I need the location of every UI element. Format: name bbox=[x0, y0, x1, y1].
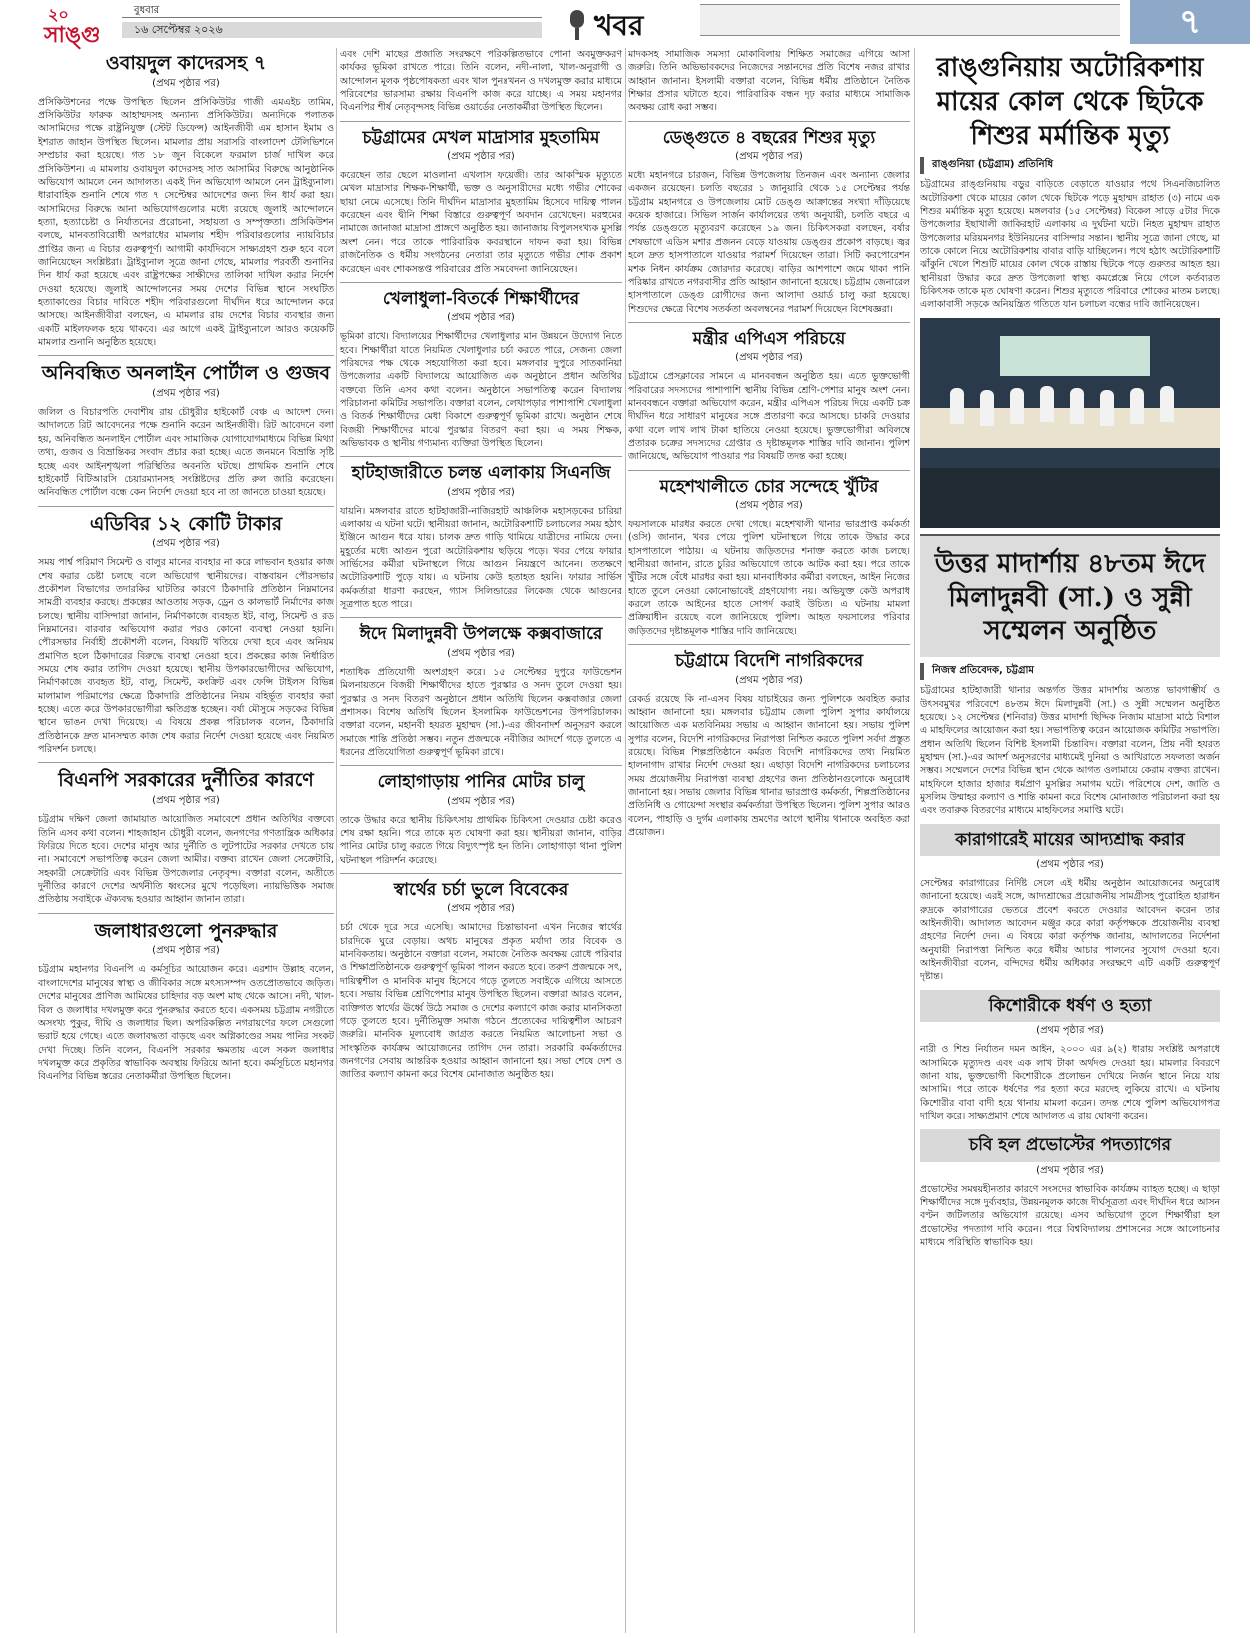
article bbox=[340, 282, 622, 450]
article-body: মধ্যে মহানগরে চারজন, বিভিন্ন উপজেলায় তিনজন এবং অন্যান্য জেলার একজন রয়েছেন। চলতি বছরের ১ জানুয়ারি থেকে ১৫ সেপ্টেম্বর পর্যন্ত চট্টগ্রাম মহানগরে ও উপজেলায় মোট ডেঙ্গু আক্রান্তের সংখ্যা দাঁড়িয়েছে কয়েক হাজারে। সিভিল সার্জন কার্যালয়ের তথ্য অনুযায়ী, চলতি বছরে এ পর্যন্ত ডেঙ্গুতে মৃত্যুবরণ করেছেন ১৯ জন। চিকিৎসকরা বলছেন, বর্ষার শেষভাগে এডিস মশার প্রজনন বেড়ে যাওয়ায় ডেঙ্গুর প্রকোপ বাড়ছে। জ্বর হলে দ্রুত হাসপাতালে যাওয়ার পরামর্শ দিয়েছেন তারা। সিটি করপোরেশন মশক নিধন কার্যক্রম জোরদার করেছে। বাড়ির আশপাশে জমে থাকা পানি পরিষ্কার রাখতে নগরবাসীর প্রতি আহ্বান জানানো হয়েছে। চট্টগ্রাম জেনারেল হাসপাতালে ডেঙ্গু রোগীদের জন্য আলাদা ওয়ার্ড চালু করা হয়েছে। শিশুদের ক্ষেত্রে বিশেষ সতর্কতা অবলম্বনের পরামর্শ দিয়েছেন বিশেষজ্ঞরা। bbox=[628, 170, 910, 315]
article-headline: চবি হল প্রভোস্টের পদত্যাগের bbox=[920, 1129, 1220, 1161]
column-divider bbox=[625, 48, 626, 1633]
guest-figure bbox=[1040, 386, 1054, 422]
article-headline: মন্ত্রীর এপিএস পরিচয়ে bbox=[692, 328, 846, 349]
article bbox=[340, 456, 622, 611]
article-body: চট্টগ্রাম দক্ষিণ জেলা জামায়াত আয়োজিত সমাবেশে প্রধান অতিথির বক্তব্যে তিনি এসব কথা বলেন। শাহজাহান চৌধুরী বলেন, জনগণের গণতান্ত্রিক অধিকার ফিরিয়ে দিতে হবে। দেশের মানুষ আর দুর্নীতি ও লুটপাটের সরকার দেখতে চায় না। সমাবেশে সভাপতিত্ব করেন জেলা আমীর। বক্তব্য রাখেন জেলা সেক্রেটারি, সহকারী সেক্রেটারি এবং বিভিন্ন উপজেলার নেতৃবৃন্দ। বক্তারা বলেন, অতীতে দুর্নীতির কারণে দেশের অর্থনীতি ধ্বংসের মুখে পড়েছিল। ন্যায়ভিত্তিক সমাজ প্রতিষ্ঠায় সবাইকে ঐক্যবদ্ধ হওয়ার আহ্বান জানান তারা। bbox=[38, 814, 334, 906]
feature-body-block bbox=[920, 663, 1220, 817]
article-body: রেকর্ড রয়েছে কি না-এসব বিষয় যাচাইয়ের জন্য পুলিশকে অবহিত করার আহ্বান জানানো হয়। মঙ্গলবার চট্টগ্রাম জেলা পুলিশ সুপার কার্যালয়ে আয়োজিত এক মতবিনিময় সভায় এ আহ্বান জানানো হয়। সভায় পুলিশ সুপার বলেন, বিদেশি নাগরিকদের নিরাপত্তা নিশ্চিত করতে পুলিশ সর্বদা প্রস্তুত রয়েছে। বিভিন্ন শিল্পপ্রতিষ্ঠানে কর্মরত বিদেশি নাগরিকদের তথ্য নিয়মিত হালনাগাদ রাখার নির্দেশ দেওয়া হয়। এছাড়া বিদেশি নাগরিকদের চলাচলের সময় প্রয়োজনীয় নিরাপত্তা ব্যবস্থা গ্রহণের জন্য প্রতিষ্ঠানগুলোকে অনুরোধ জানানো হয়। সভায় জেলার বিভিন্ন থানার ভারপ্রাপ্ত কর্মকর্তা, শিল্পপ্রতিষ্ঠানের প্রতিনিধি ও গোয়েন্দা সংস্থার কর্মকর্তারা উপস্থিত ছিলেন। পুলিশ সুপার আরও বলেন, পাহাড়ি ও দুর্গম এলাকায় ভ্রমণের আগে স্থানীয় থানাকে অবহিত করা প্রয়োজন। bbox=[628, 693, 910, 838]
audience-area bbox=[920, 468, 1220, 528]
continued-label: (প্রথম পৃষ্ঠার পর) bbox=[735, 500, 803, 512]
continued-label: (প্রথম পৃষ্ঠার পর) bbox=[447, 151, 515, 163]
article-headline: চট্টগ্রামে বিদেশি নাগরিকদের bbox=[674, 651, 864, 672]
section-header bbox=[560, 2, 680, 42]
feature-headline: উত্তর মাদার্শায় ৪৮তম ঈদে মিলাদুন্নবী (সা.) ও সুন্নী সম্মেলন অনুষ্ঠিত bbox=[934, 548, 1206, 647]
article-body: জলিল ও বিচারপতি দেবাশীষ রায় চৌধুরীর হাইকোর্ট বেঞ্চ এ আদেশ দেন। আদালতে রিট আবেদনের পক্ষে শুনানি করেন আইনজীবী। রিট আবেদনে বলা হয়, অনিবন্ধিত অনলাইন পোর্টাল এবং সামাজিক যোগাযোগমাধ্যমে বিভিন্ন মিথ্যা তথ্য, গুজব ও বিভ্রান্তিকর সংবাদ প্রচার করা হচ্ছে। এতে জনমনে বিভ্রান্তি সৃষ্টি হচ্ছে এবং আইনশৃঙ্খলা পরিস্থিতির অবনতি ঘটছে। প্রাথমিক শুনানি শেষে হাইকোর্ট বিটিআরসি চেয়ারম্যানসহ সংশ্লিষ্টদের প্রতি রুল জারি করেছেন। অনিবন্ধিত পোর্টাল বন্ধে কেন নির্দেশ দেওয়া হবে না তা জানতে চাওয়া হয়েছে। bbox=[38, 407, 334, 499]
article bbox=[38, 506, 334, 757]
column-divider bbox=[914, 48, 915, 1633]
continued-label: (প্রথম পৃষ্ঠার পর) bbox=[447, 795, 515, 807]
weekday: বুধবার bbox=[122, 4, 542, 18]
article bbox=[38, 52, 334, 349]
article-body: শতাধিক প্রতিযোগী অংশগ্রহণ করে। ১৫ সেপ্টেম্বর দুপুরে ফাউন্ডেশন মিলনায়তনে বিজয়ী শিক্ষার্থীদের হাতে পুরস্কার ও সনদ তুলে দেওয়া হয়। পুরস্কার ও সনদ বিতরণ অনুষ্ঠানে প্রধান অতিথি ছিলেন কক্সবাজার জেলা প্রশাসক। বিশেষ অতিথি ছিলেন ইসলামিক ফাউন্ডেশনের উপপরিচালক। বক্তারা বলেন, মহানবী হযরত মুহাম্মদ (সা.)-এর জীবনাদর্শ অনুসরণ করলে সমাজে শান্তি প্রতিষ্ঠা সম্ভব। নতুন প্রজন্মকে নবীজির আদর্শে গড়ে তুলতে এ ধরনের প্রতিযোগিতা গুরুত্বপূর্ণ ভূমিকা রাখে। bbox=[340, 666, 622, 758]
article-body: চর্চা থেকে দূরে সরে এসেছি। আমাদের চিন্তাভাবনা এখন নিজের স্বার্থের চারদিকে ঘুরে বেড়ায়। অথচ মানুষের প্রকৃত মর্যাদা তার বিবেক ও মানবিকতায়। অনুষ্ঠানে বক্তারা বলেন, সমাজে নৈতিক অবক্ষয় রোধে পরিবার ও শিক্ষাপ্রতিষ্ঠানকে গুরুত্বপূর্ণ ভূমিকা পালন করতে হবে। তরুণ প্রজন্মকে সৎ, দায়িত্বশীল ও মানবিক মানুষ হিসেবে গড়ে তুলতে সবাইকে এগিয়ে আসতে হবে। সভায় বিভিন্ন শ্রেণিপেশার মানুষ উপস্থিত ছিলেন। বক্তারা আরও বলেন, ব্যক্তিগত স্বার্থের ঊর্ধ্বে উঠে সমাজ ও দেশের কল্যাণে কাজ করার মানসিকতা গড়ে তুলতে হবে। দুর্নীতিমুক্ত সমাজ গঠনে প্রত্যেকের দায়িত্বশীল আচরণ জরুরি। মানবিক মূল্যবোধ জাগ্রত করতে নিয়মিত আলোচনা সভা ও সাংস্কৃতিক কার্যক্রম আয়োজনের তাগিদ দেন তারা। সরকারি কর্মকর্তাদের জনগণের সেবায় আন্তরিক হওয়ার আহ্বান জানানো হয়। সভা শেষে দেশ ও জাতির কল্যাণ কামনা করে বিশেষ মোনাজাত অনুষ্ঠিত হয়। bbox=[340, 922, 622, 1081]
date-bar bbox=[122, 4, 542, 36]
article-byline: নিজস্ব প্রতিবেদক, চট্টগ্রাম bbox=[920, 663, 1220, 680]
article-body: প্রভোস্টের সমন্বয়হীনতার কারণে সংসদের স্বাভাবিক কার্যক্রম ব্যাহত হচ্ছে। এ ছাড়া শিক্ষার্থীদের সঙ্গে দুর্ব্যবহার, উন্নয়নমূলক কাজে দীর্ঘসূত্রতা এবং দীর্ঘদিন ধরে আসন বণ্টন জটিলতার অভিযোগ রয়েছে। এসব অভিযোগ তুলে শিক্ষার্থীরা হল প্রভোস্টের পদত্যাগ দাবি করেন। পরে বিশ্ববিদ্যালয় প্রশাসনের সঙ্গে আলোচনার মাধ্যমে পরিস্থিতি স্বাভাবিক হয়। bbox=[920, 1183, 1220, 1249]
guest-figure bbox=[1130, 388, 1144, 424]
article-headline: ডেঙ্গুতে ৪ বছরের শিশুর মৃত্যু bbox=[662, 127, 876, 148]
article-headline: কারাগারেই মায়ের আদ্যশ্রাদ্ধ করার bbox=[920, 824, 1220, 856]
article-headline: বিএনপি সরকারের দুর্নীতির কারণে bbox=[58, 769, 314, 792]
article-headline: অনিবন্ধিত অনলাইন পোর্টাল ও গুজব bbox=[41, 362, 331, 385]
continued-label: (প্রথম পৃষ্ঠার পর) bbox=[1036, 859, 1104, 871]
column-2 bbox=[340, 48, 622, 1633]
column-3 bbox=[628, 48, 910, 1633]
article bbox=[340, 121, 622, 276]
article bbox=[38, 355, 334, 499]
continued-label: (প্রথম পৃষ্ঠার পর) bbox=[735, 352, 803, 364]
section-title: খবর bbox=[594, 9, 644, 42]
article-body: সেপ্টেম্বর কারাগারের নির্দিষ্ট সেলে এই ধর্মীয় অনুষ্ঠান আয়োজনের অনুরোধ জানানো হয়েছে। এরই সঙ্গে, আদ্যশ্রাদ্ধের প্রয়োজনীয় সামগ্রীসহ পুরোহিত হারাধন রুদ্রকে কারাগারের ভেতরে প্রবেশ করতে দেওয়ার আবেদন করেন তার আইনজীবী। আদালত আবেদন মঞ্জুর করে কারা কর্তৃপক্ষকে প্রয়োজনীয় ব্যবস্থা গ্রহণের নির্দেশ দেন। এ বিষয়ে কারা কর্তৃপক্ষ জানায়, আদালতের নির্দেশনা অনুযায়ী নিরাপত্তা নিশ্চিত করে ধর্মীয় আচার পালনের সুযোগ দেওয়া হবে। আইনজীবীরা বলেন, বন্দিদের ধর্মীয় অধিকার সংরক্ষণে এটি একটি গুরুত্বপূর্ণ দৃষ্টান্ত। bbox=[920, 878, 1220, 983]
article-body: করেছেন তার ছেলে মাওলানা এখলাস ফয়েজী। তার আকস্মিক মৃত্যুতে মেখল মাদ্রাসার শিক্ষক-শিক্ষার্থী, ভক্ত ও অনুসারীদের মধ্যে গভীর শোকের ছায়া নেমে এসেছে। তিনি দীর্ঘদিন মাদ্রাসার মুহতামিম হিসেবে দায়িত্ব পালন করেছেন এবং দ্বীনি শিক্ষা বিস্তারে গুরুত্বপূর্ণ অবদান রেখেছেন। মরহুমের নামাজে জানাজা মাদ্রাসা প্রাঙ্গণে অনুষ্ঠিত হয়। জানাজায় বিপুলসংখ্যক মুসল্লি অংশ নেন। পরে তাকে পারিবারিক কবরস্থানে দাফন করা হয়। বিভিন্ন রাজনৈতিক ও ধর্মীয় সংগঠনের নেতারা তার মৃত্যুতে গভীর শোক প্রকাশ করেছেন এবং শোকসন্তপ্ত পরিবারের প্রতি সমবেদনা জানিয়েছেন। bbox=[340, 170, 622, 275]
continued-label: (প্রথম পৃষ্ঠার পর) bbox=[1036, 1025, 1104, 1037]
article-body: চট্টগ্রামের হাটহাজারী থানার অন্তর্গত উত্তর মাদার্শায় অত্যন্ত ভাবগাম্ভীর্য ও উৎসবমুখর পরিবেশে ৪৮তম ঈদে মিলাদুন্নবী (সা.) ও সুন্নী সম্মেলন অনুষ্ঠিত হয়েছে। ১২ সেপ্টেম্বর (শনিবার) উত্তর মাদার্শা ছিদ্দিক নিজাম মাদ্রাসা মাঠে বিশাল এ মাহফিলের আয়োজন করা হয়। সভাপতিত্ব করেন আয়োজক কমিটির সভাপতি। প্রধান অতিথি ছিলেন বিশিষ্ট ইসলামী চিন্তাবিদ। বক্তারা বলেন, প্রিয় নবী হযরত মুহাম্মদ (সা.)-এর আদর্শ অনুসরণের মাধ্যমেই দুনিয়া ও আখিরাতে সফলতা অর্জন সম্ভব। সম্মেলনে দেশের বিভিন্ন স্থান থেকে আগত ওলামায়ে কেরাম বক্তব্য রাখেন। মাহফিলে হাজার হাজার ধর্মপ্রাণ মুসল্লির সমাগম ঘটে। পরিশেষে দেশ, জাতি ও মুসলিম উম্মাহর কল্যাণ ও শান্তি কামনা করে বিশেষ মোনাজাত পরিচালনা করা হয় এবং তবারুক বিতরণের মাধ্যমে মাহফিলের সমাপ্তি ঘটে। bbox=[920, 685, 1220, 817]
continued-label: (প্রথম পৃষ্ঠার পর) bbox=[447, 647, 515, 659]
article-headline: ঈদে মিলাদুন্নবী উপলক্ষে কক্সবাজারে bbox=[359, 624, 603, 645]
continued-label: (প্রথম পৃষ্ঠার পর) bbox=[152, 538, 220, 550]
article-body: যায়নি। মঙ্গলবার রাতে হাটহাজারী-নাজিরহাট আঞ্চলিক মহাসড়কের চারিয়া এলাকায় এ ঘটনা ঘটে। স্থানীয়রা জানান, অটোরিকশাটি চলাচলের সময় হঠাৎ ইঞ্জিনে আগুন ধরে যায়। চালক দ্রুত গাড়ি থামিয়ে যাত্রীদের নামিয়ে দেন। মুহূর্তের মধ্যে আগুন পুরো অটোরিকশায় ছড়িয়ে পড়ে। খবর পেয়ে ফায়ার সার্ভিসের কর্মীরা ঘটনাস্থলে গিয়ে আগুন নিয়ন্ত্রণে আনেন। ততক্ষণে অটোরিকশাটি পুড়ে যায়। এ ঘটনায় কেউ হতাহত হয়নি। ফায়ার সার্ভিস কর্মকর্তারা ধারণা করছেন, গ্যাস সিলিন্ডারের লিকেজ থেকে আগুনের সূত্রপাত হতে পারে। bbox=[340, 505, 622, 611]
page-number: ৭ bbox=[1130, 0, 1250, 44]
guest-figure bbox=[1160, 386, 1174, 422]
article-headline: খেলাধুলা-বিতর্কে শিক্ষার্থীদের bbox=[382, 288, 580, 309]
article-body: এবং দেশি মাছের প্রজাতি সংরক্ষণে পরিকল্পিতভাবে পোনা অবমুক্তকরণ কার্যকর ভূমিকা রাখতে পারে। তিনি বলেন, নদী-নালা, খাল-অনুরাগী ও আন্দোলন মূলক পৃষ্ঠপোষকতা এবং খাল পুনঃখনন ও দখলমুক্ত করার মাধ্যমে পরিবেশের ভারসাম্য রক্ষায় বিএনপি কাজ করে যাচ্ছে। এ সময় মহানগর বিএনপির শীর্ষ নেতৃবৃন্দসহ বিভিন্ন ওয়ার্ডের নেতাকর্মীরা উপস্থিত ছিলেন। bbox=[340, 49, 622, 114]
anniversary-number: ২০ bbox=[48, 5, 69, 24]
column-1 bbox=[38, 48, 334, 1633]
continued-label: (প্রথম পৃষ্ঠার পর) bbox=[735, 151, 803, 163]
feature-article bbox=[920, 534, 1220, 657]
article bbox=[920, 824, 1220, 984]
microphone-icon bbox=[566, 10, 588, 40]
article-byline: রাঙ্গুনিয়া (চট্টগ্রাম) প্রতিনিধি bbox=[920, 157, 1220, 174]
article-body: মাদকসহ সামাজিক সমস্যা মোকাবিলায় শিক্ষিত সমাজের এগিয়ে আসা জরুরি। তিনি অভিভাবকদের নিজেদের সন্তানদের প্রতি বিশেষ নজর রাখার আহ্বান জানান। ইসলামী বক্তারা বলেন, বিভিন্ন ধর্মীয় প্রতিষ্ঠানে নৈতিক শিক্ষার প্রসার ঘটাতে হবে। পারিবারিক বন্ধন দৃঢ় করার মাধ্যমে সামাজিক অবক্ষয় রোধ করা সম্ভব। bbox=[628, 49, 910, 114]
article bbox=[340, 617, 622, 759]
article bbox=[38, 762, 334, 906]
article-body: সময় পার্শ্ব পরিমাণ সিমেন্ট ও বালুর মানের ব্যবহার না করে লাভবান হওয়ার কাজ শেষ করার চেষ্টা চলছে বলে অভিযোগ স্থানীয়দের। বাস্তবায়ন পৌরসভার প্রকৌশল বিভাগের তদারকির ঘাটতির কারণে ঠিকাদারি প্রতিষ্ঠান নিম্নমানের সামগ্রী ব্যবহার করছে। প্রকল্পের আওতায় সড়ক, ড্রেন ও কালভার্ট নির্মাণের কাজ চলছে। স্থানীয় বাসিন্দারা জানান, নির্মাণকাজে ব্যবহৃত ইট, বালু, সিমেন্ট ও রড নিম্নমানের। বারবার অভিযোগ করার পরও কোনো ব্যবস্থা নেওয়া হয়নি। পৌরসভার নির্বাহী প্রকৌশলী বলেন, বিষয়টি খতিয়ে দেখা হবে এবং অনিয়ম প্রমাণিত হলে ঠিকাদারের বিরুদ্ধে ব্যবস্থা নেওয়া হবে। প্রকল্পের কাজ নির্ধারিত সময়ে শেষ করার তাগিদ দেওয়া হয়েছে। স্থানীয় উপকারভোগীদের অভিযোগ, নির্মাণকাজে ব্যবহৃত ইট, বালু, সিমেন্ট, কংক্রিট এবং ফেন্সি টাইলস বিভিন্ন মালামাল পরিমাপের ক্ষেত্রে ঠিকাদারি প্রতিষ্ঠানের নিয়ম বহির্ভূত ব্যবহার করা হচ্ছে। এতে করে উপকারভোগীরা ক্ষতিগ্রস্ত হচ্ছেন। বর্ষা মৌসুমে সড়কের বিভিন্ন স্থানে ভাঙন দেখা দিয়েছে। এ বিষয়ে প্রকল্প পরিচালক বলেন, ঠিকাদারি প্রতিষ্ঠানকে দ্রুত মানসম্মত কাজ শেষ করার নির্দেশ দেওয়া হয়েছে এবং নিয়মিত পরিদর্শন চলছে। bbox=[38, 557, 334, 756]
article bbox=[920, 990, 1220, 1123]
article-headline: এডিবির ১২ কোটি টাকার bbox=[89, 512, 283, 535]
article-headline: স্বার্থের চর্চা ভুলে বিবেকের bbox=[393, 880, 569, 901]
article-body: তাকে উদ্ধার করে স্থানীয় চিকিৎসায় প্রাথমিক চিকিৎসা দেওয়ার চেষ্টা করেও শেষ রক্ষা হয়নি। পরে তাকে মৃত ঘোষণা করা হয়। স্থানীয়রা জানান, বাড়ির পানির মোটর চালু করতে গিয়ে বিদ্যুৎস্পৃষ্ট হন তিনি। লোহাগাড়া থানা পুলিশ ঘটনাস্থল পরিদর্শন করেছে। bbox=[340, 814, 622, 866]
article-headline: মহেশখালীতে চোর সন্দেহে খুঁটির bbox=[659, 476, 879, 497]
article-body: চট্টগ্রামে প্রেসক্লাবের সামনে এ মানববন্ধন অনুষ্ঠিত হয়। এতে ভুক্তভোগী পরিবারের সদস্যদের পাশাপাশি স্থানীয় বিভিন্ন শ্রেণি-পেশার মানুষ অংশ নেন। মানববন্ধনে বক্তারা অভিযোগ করেন, মন্ত্রীর এপিএস পরিচয় দিয়ে একটি চক্র দীর্ঘদিন ধরে সাধারণ মানুষের সঙ্গে প্রতারণা করে আসছে। চাকরি দেওয়ার কথা বলে লাখ লাখ টাকা হাতিয়ে নেওয়া হয়েছে। ভুক্তভোগীরা অবিলম্বে প্রতারক চক্রের সদস্যদের গ্রেপ্তার ও দৃষ্টান্তমূলক শাস্তির দাবি জানান। পুলিশ জানিয়েছে, অভিযোগ পাওয়ার পর বিষয়টি তদন্ত করা হচ্ছে। bbox=[628, 371, 910, 463]
lead-headline: রাঙ্গুনিয়ায় অটোরিকশায় মায়ের কোল থেকে ছিটকে শিশুর মর্মান্তিক মৃত্যু bbox=[936, 53, 1204, 151]
article-body: ফয়সালকে মারধর করতে দেখা গেছে। মহেশখালী থানার ভারপ্রাপ্ত কর্মকর্তা (ওসি) জানান, খবর পেয়ে পুলিশ ঘটনাস্থলে গিয়ে তাকে উদ্ধার করে হাসপাতালে পাঠায়। এ ঘটনায় জড়িতদের শনাক্ত করতে কাজ চলছে। স্থানীয়রা জানান, রাতে চুরির অভিযোগে তাকে আটক করা হয়। পরে তাকে খুঁটির সঙ্গে বেঁধে মারধর করা হয়। মানবাধিকার কর্মীরা বলছেন, আইন নিজের হাতে তুলে নেওয়া কোনোভাবেই গ্রহণযোগ্য নয়। অভিযুক্ত কেউ অপরাধ করলে তাকে আইনের হাতে সোপর্দ করাই উচিত। এ ঘটনায় মামলা প্রক্রিয়াধীন রয়েছে বলে জানিয়েছে পুলিশ। আহত ফয়সালের পরিবার জড়িতদের দৃষ্টান্তমূলক শাস্তির দাবি জানিয়েছে। bbox=[628, 519, 910, 637]
article-headline: জলাধারগুলো পুনরুদ্ধার bbox=[94, 919, 278, 942]
article bbox=[340, 765, 622, 867]
continued-label: (প্রথম পৃষ্ঠার পর) bbox=[447, 486, 515, 498]
article bbox=[340, 873, 622, 1082]
publish-date: ১৬ সেপ্টেম্বর ২০২৬ bbox=[122, 22, 542, 38]
article bbox=[628, 322, 910, 464]
guest-figure bbox=[1070, 388, 1084, 424]
article-headline: চট্টগ্রামের মেখল মাদ্রাসার মুহতামিম bbox=[362, 127, 600, 148]
continued-label: (প্রথম পৃষ্ঠার পর) bbox=[447, 312, 515, 324]
article bbox=[628, 470, 910, 638]
article-headline: হাটহাজারীতে চলন্ত এলাকায় সিএনজি bbox=[351, 463, 611, 484]
continued-label: (প্রথম পৃষ্ঠার পর) bbox=[1036, 1164, 1104, 1176]
masthead bbox=[0, 0, 1260, 48]
continued-label: (প্রথম পৃষ্ঠার পর) bbox=[152, 77, 220, 89]
event-photo bbox=[920, 318, 1220, 528]
guest-figure bbox=[1100, 390, 1114, 426]
guest-figure bbox=[950, 388, 964, 424]
newspaper-name: সাঙ্গু bbox=[44, 22, 101, 48]
guest-figure bbox=[980, 390, 994, 426]
newspaper-logo bbox=[40, 2, 112, 48]
article-headline: কিশোরীকে ধর্ষণ ও হত্যা bbox=[920, 990, 1220, 1022]
header-rule bbox=[700, 4, 1120, 36]
lead-article bbox=[920, 52, 1220, 312]
stage-banner bbox=[1000, 336, 1150, 376]
continued-label: (প্রথম পৃষ্ঠার পর) bbox=[152, 795, 220, 807]
continued-label: (প্রথম পৃষ্ঠার পর) bbox=[152, 945, 220, 957]
guest-figure bbox=[1010, 388, 1024, 424]
article-body: প্রসিকিউশনের পক্ষে উপস্থিত ছিলেন প্রসিকিউটর গাজী এমএইচ তামিম, প্রসিকিউটর ফারুক আহাম্মদসহ অন্যান্য প্রসিকিউটর। অন্যদিকে পলাতক আসামিদের পক্ষে রাষ্ট্রনিযুক্ত (স্টেট ডিফেন্স) আইনজীবী এম হাসান ইমাম ও ইশরাত জাহান উপস্থিত ছিলেন। মামলার প্রায় সরাসরি বাংলাদেশ টেলিভিশনে সম্প্রচার করা হয়েছে। গত ১৮ জুন বিকেলে ফরমাল চার্জ দাখিল করে প্রসিকিউশন। এ মামলায় ওবায়দুল কাদেরসহ সাত আসামির বিরুদ্ধে আনুষ্ঠানিক অভিযোগ আমলে নেন আদালত। একই দিন অভিযোগ আমলে নেন ট্রাইব্যুনাল। ধারাবাহিক শুনানি শেষে গত ৭ সেপ্টেম্বর আদেশের জন্য দিন ধার্য করা হয়। আসামিদের বিরুদ্ধে আনা অভিযোগগুলোর মধ্যে রয়েছে জুলাই আন্দোলনে হত্যা, হত্যাচেষ্টা ও নির্যাতনের প্ররোচনা, সহায়তা ও সম্পৃক্ততা। প্রসিকিউশন বলছে, মানবতাবিরোধী অপরাধের মামলায় শহীদ পরিবারগুলোর ন্যায়বিচার প্রাপ্তির জন্য এ বিচার গুরুত্বপূর্ণ। আগামী কার্যদিবসে সাক্ষ্যগ্রহণ শুরু হবে বলে জানিয়েছেন সংশ্লিষ্টরা। ট্রাইব্যুনাল সূত্রে জানা গেছে, মামলার পরবর্তী শুনানির দিন ধার্য করা হয়েছে এবং রাষ্ট্রপক্ষের সাক্ষীদের তালিকা দাখিল করার নির্দেশ দেওয়া হয়েছে। জুলাই আন্দোলনের সময় দেশের বিভিন্ন স্থানে সংঘটিত হত্যাকাণ্ডের বিচার দাবিতে শহীদ পরিবারগুলো দীর্ঘদিন ধরে আন্দোলন করে আসছে। আইনজীবীরা বলছেন, এ মামলার রায় দেশের বিচার ব্যবস্থার জন্য একটি মাইলফলক হয়ে থাকবে। এর আগে একই ট্রাইব্যুনালে আরও কয়েকটি মামলার শুনানি অনুষ্ঠিত হয়েছে। bbox=[38, 96, 334, 348]
continued-label: (প্রথম পৃষ্ঠার পর) bbox=[735, 674, 803, 686]
article-body: চট্টগ্রাম মহানগর বিএনপি এ কর্মসূচির আয়োজন করে। এরশাদ উল্লাহ বলেন, বাংলাদেশের মানুষের স্বাস্থ্য ও জীবিকার সঙ্গে মৎস্যসম্পদ ওতপ্রোতভাবে জড়িত। দেশের মানুষের প্রাণিজ আমিষের চাহিদার বড় অংশ মাছ থেকে আসে। নদী, খাল-বিল ও জলাধার দখলমুক্ত করে পুনরুদ্ধার করতে হবে। একসময় চট্টগ্রাম নগরীতে অসংখ্য পুকুর, দীঘি ও জলাধার ছিল। অপরিকল্পিত নগরায়ণের ফলে সেগুলো ভরাট হয়ে গেছে। এতে জলাবদ্ধতা বাড়ছে এবং অগ্নিকাণ্ডের সময় পানির সংকট দেখা দিচ্ছে। তিনি বলেন, বিএনপি সরকার ক্ষমতায় এলে সকল জলাধার দখলমুক্ত করে প্রকৃতির স্বাভাবিক অবস্থায় ফিরিয়ে আনা হবে। কর্মসূচিতে মহানগর বিএনপির বিভিন্ন স্তরের নেতাকর্মীরা উপস্থিত ছিলেন। bbox=[38, 964, 334, 1083]
article-body: নারী ও শিশু নির্যাতন দমন আইন, ২০০০ এর ৯(২) ধারায় সংশ্লিষ্ট অপরাধে আসামিকে মৃত্যুদণ্ড এবং এক লাখ টাকা অর্থদণ্ড দেওয়া হয়। মামলার বিবরণে জানা যায়, ভুক্তভোগী কিশোরীকে প্রলোভন দেখিয়ে নির্জন স্থানে নিয়ে যায় আসামি। পরে তাকে ধর্ষণের পর হত্যা করে মরদেহ লুকিয়ে রাখে। এ ঘটনায় কিশোরীর বাবা বাদী হয়ে থানায় মামলা করেন। তদন্ত শেষে পুলিশ অভিযোগপত্র দাখিল করে। সাক্ষ্যপ্রমাণ শেষে আদালত এ রায় ঘোষণা করেন। bbox=[920, 1044, 1220, 1122]
article-body: চট্টগ্রামের রাঙ্গুনিয়ায় বড়ুর বাড়িতে বেড়াতে যাওয়ার পথে সিএনজিচালিত অটোরিকশা থেকে মায়ের কোল থেকে ছিটকে পড়ে মুহাম্মদ রাহাত (৩) নামে এক শিশুর মর্মান্তিক মৃত্যু হয়েছে। মঙ্গলবার (১৫ সেপ্টেম্বর) বিকেল সাড়ে ৫টার দিকে উপজেলার ইছাখালী জাকিরহাট এলাকায় এ দুর্ঘটনা ঘটে। নিহত মুহাম্মদ রাহাত উপজেলার মরিয়মনগর ইউনিয়নের বাসিন্দার সন্তান। স্থানীয় সূত্রে জানা গেছে, মা তাকে কোলে নিয়ে অটোরিকশায় বাবার বাড়ি যাচ্ছিলেন। পথে হঠাৎ অটোরিকশাটি ঝাঁকুনি খেলে শিশুটি মায়ের কোল থেকে রাস্তায় ছিটকে পড়ে গুরুতর আহত হয়। স্থানীয়রা উদ্ধার করে দ্রুত উপজেলা স্বাস্থ্য কমপ্লেক্সে নিয়ে গেলে কর্তব্যরত চিকিৎসক তাকে মৃত ঘোষণা করেন। শিশুর মৃত্যুতে পরিবারে শোকের মাতম চলছে। এলাকাবাসী সড়কে অনিয়ন্ত্রিত গতিতে যান চলাচল বন্ধের দাবি জানিয়েছেন। bbox=[920, 179, 1220, 311]
article-continuation bbox=[340, 48, 622, 115]
article bbox=[38, 913, 334, 1084]
article bbox=[920, 1129, 1220, 1249]
article bbox=[628, 121, 910, 316]
article-headline: লোহাগাড়ায় পানির মোটর চালু bbox=[377, 772, 585, 793]
article bbox=[628, 644, 910, 839]
continued-label: (প্রথম পৃষ্ঠার পর) bbox=[152, 388, 220, 400]
article-headline: ওবায়দুল কাদেরসহ ৭ bbox=[105, 52, 267, 74]
column-4 bbox=[920, 48, 1220, 1633]
article-continuation bbox=[628, 48, 910, 115]
column-divider bbox=[336, 48, 337, 1633]
article-body: ভূমিকা রাখে। বিদ্যালয়ের শিক্ষার্থীদের খেলাধুলার মান উন্নয়নে উদ্যোগ নিতে হবে। শিক্ষার্থীরা যাতে নিয়মিত খেলাধুলার চর্চা করতে পারে, সেজন্য জেলা পরিষদের পক্ষ থেকে সহযোগিতা করা হবে। মঙ্গলবার দুপুরে সাতকানিয়া উপজেলার একটি বিদ্যালয়ে আয়োজিত এক অনুষ্ঠানে প্রধান অতিথির বক্তব্যে তিনি এসব কথা বলেন। অনুষ্ঠানে সভাপতিত্ব করেন বিদ্যালয় পরিচালনা কমিটির সভাপতি। বক্তারা বলেন, লেখাপড়ার পাশাপাশি খেলাধুলা ও বিতর্ক শিক্ষার্থীদের মেধা বিকাশে গুরুত্বপূর্ণ ভূমিকা রাখে। অনুষ্ঠান শেষে বিজয়ী শিক্ষার্থীদের মাঝে পুরস্কার বিতরণ করা হয়। এ সময় শিক্ষক, অভিভাবক ও স্থানীয় গণ্যমান্য ব্যক্তিরা উপস্থিত ছিলেন। bbox=[340, 331, 622, 449]
continued-label: (প্রথম পৃষ্ঠার পর) bbox=[447, 903, 515, 915]
